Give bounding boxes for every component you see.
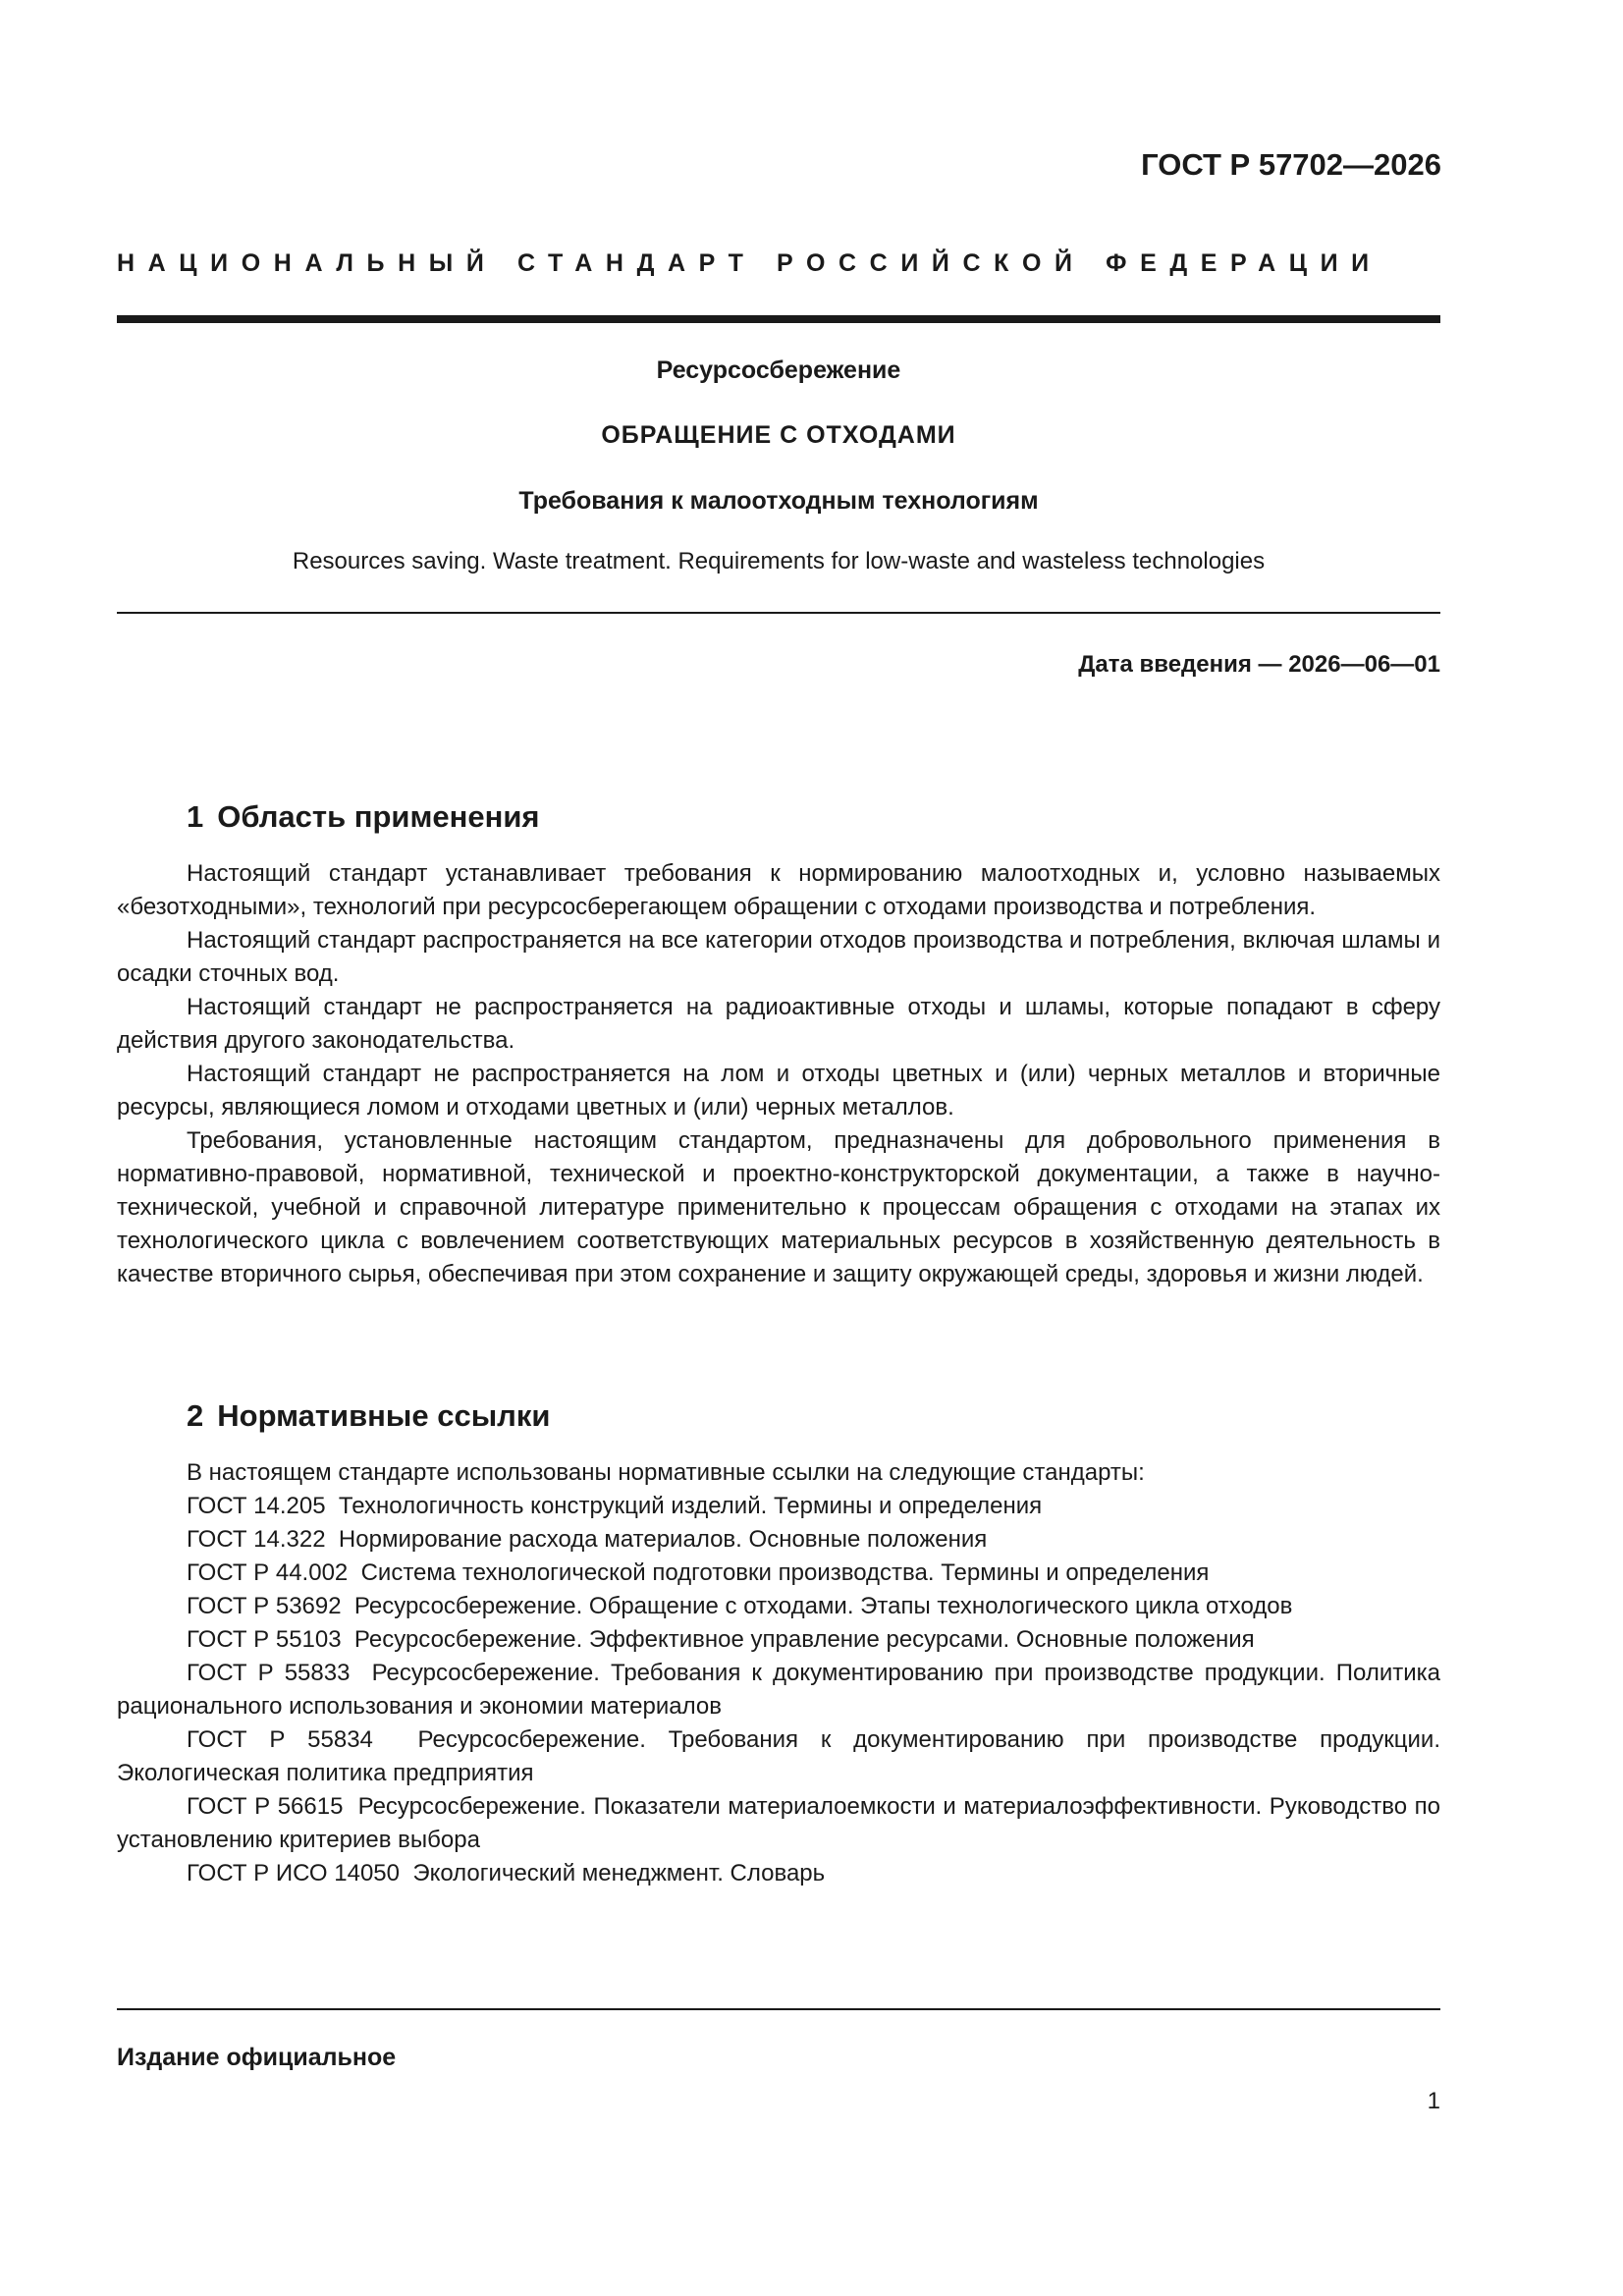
reference-item: ГОСТ 14.205 Технологичность конструкций изделий. Термины и определения — [187, 1493, 1043, 1519]
introduction-date: Дата введения — 2026—06—01 — [1078, 651, 1440, 678]
reference-item: ГОСТ Р 55833 Ресурсосбережение. Требования к документированию при производстве продукции. Политика рационального использования и экономии материалов — [117, 1660, 1447, 1720]
title-divider — [117, 612, 1440, 614]
footer-divider — [117, 2008, 1440, 2010]
page-number: 1 — [1427, 2088, 1440, 2114]
section-1-title: Область применения — [217, 799, 540, 834]
document-subtitle: Требования к малоотходным технологиям — [518, 487, 1039, 515]
reference-item: ГОСТ Р 56615 Ресурсосбережение. Показатели материалоемкости и материалоэффективности. Руководство по установлению критериев выбора — [117, 1793, 1447, 1853]
header-divider-thick — [117, 315, 1440, 323]
section-1-body — [117, 857, 1440, 1291]
section-1-paragraph: Требования, установленные настоящим стандартом, предназначены для добровольного применения в нормативно-правовой, нормативной, технической и проектно-конструкторской документации, а также в научно-технической, учебной и справочной литературе применительно к процессам обращения с отходами на этапах их технологического цикла с вовлечением соответствующих материальных ресурсов в хозяйственную деятельность в качестве вторичного сырья, обеспечивая при этом сохранение и защиту окружающей среды, здоровья и жизни людей. — [117, 1127, 1440, 1287]
reference-item: ГОСТ 14.322 Нормирование расхода материалов. Основные положения — [187, 1526, 988, 1553]
national-standard-title: НАЦИОНАЛЬНЫЙ СТАНДАРТ РОССИЙСКОЙ ФЕДЕРАЦИИ — [117, 249, 1382, 277]
english-title: Resources saving. Waste treatment. Requirements for low-waste and wasteless technologies — [292, 548, 1266, 574]
reference-item: ГОСТ Р ИСО 14050 Экологический менеджмент. Словарь — [187, 1860, 826, 1886]
section-2-body — [117, 1456, 1447, 1890]
reference-item: ГОСТ Р 55834 Ресурсосбережение. Требования к документированию при производстве продукции. Экологическая политика предприятия — [117, 1726, 1447, 1786]
document-subject: Ресурсосбережение — [656, 356, 901, 384]
reference-item: ГОСТ Р 55103 Ресурсосбережение. Эффективное управление ресурсами. Основные положения — [187, 1626, 1255, 1653]
document-main-title: ОБРАЩЕНИЕ С ОТХОДАМИ — [601, 421, 956, 449]
reference-item: ГОСТ Р 44.002 Система технологической подготовки производства. Термины и определения — [187, 1559, 1210, 1586]
section-2-title: Нормативные ссылки — [217, 1398, 551, 1433]
references-intro: В настоящем стандарте использованы нормативные ссылки на следующие стандарты: — [187, 1459, 1145, 1486]
official-edition-label: Издание официальное — [117, 2044, 397, 2071]
section-1-paragraph: Настоящий стандарт не распространяется на лом и отходы цветных и (или) черных металлов и вторичные ресурсы, являющиеся ломом и отходами цветных и (или) черных металлов. — [117, 1061, 1440, 1121]
section-1-number: 1 — [187, 799, 204, 834]
section-2-heading — [187, 1398, 550, 1434]
section-1-paragraph: Настоящий стандарт устанавливает требования к нормированию малоотходных и, условно называемых «безотходными», технологий при ресурсосберегающем обращении с отходами производства и потребления. — [117, 860, 1440, 920]
document-number: ГОСТ Р 57702—2026 — [1141, 147, 1441, 182]
section-1-paragraph: Настоящий стандарт распространяется на все категории отходов производства и потребления, включая шламы и осадки сточных вод. — [117, 927, 1440, 987]
section-2-number: 2 — [187, 1398, 204, 1433]
reference-item: ГОСТ Р 53692 Ресурсосбережение. Обращение с отходами. Этапы технологического цикла отходов — [187, 1593, 1293, 1619]
section-1-paragraph: Настоящий стандарт не распространяется на радиоактивные отходы и шламы, которые попадают в сферу действия другого законодательства. — [117, 994, 1440, 1054]
section-1-heading — [187, 799, 540, 835]
